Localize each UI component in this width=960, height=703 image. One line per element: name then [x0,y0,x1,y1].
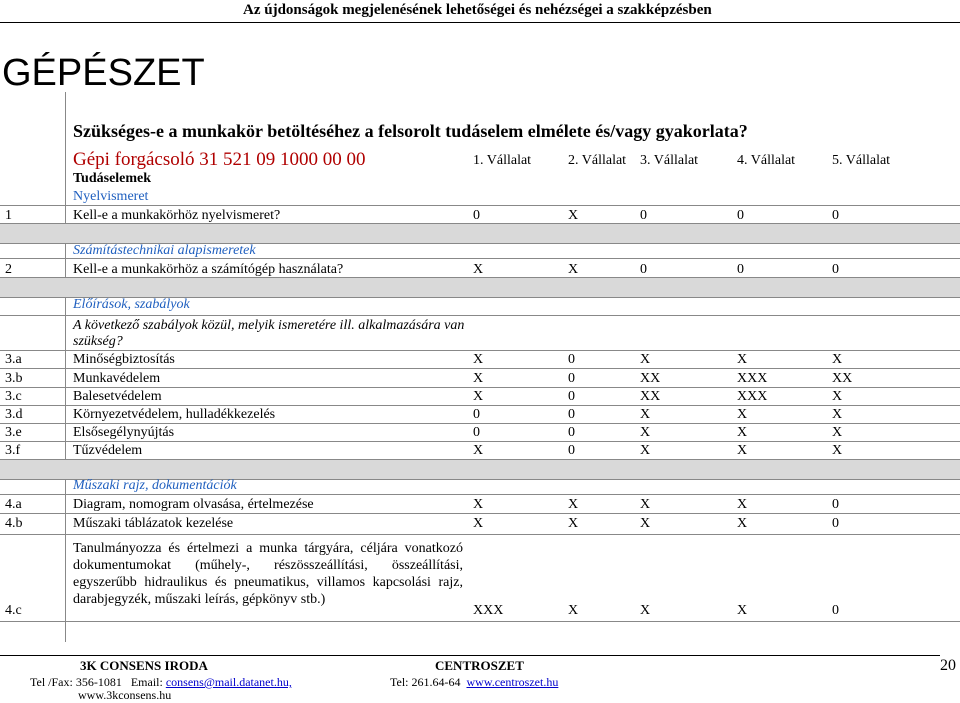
cell-value: X [640,603,651,618]
row-number: 3.a [5,352,22,367]
cell-value: 0 [568,407,575,422]
row-label: Elsősegélynyújtás [73,425,175,440]
cell-value: X [640,497,651,512]
section-it: Számítástechnikai alapismeretek [73,243,256,258]
cell-value: X [568,208,579,223]
question-heading: Szükséges-e a munkakör betöltéséhez a felsorolt tudáselem elmélete és/vagy gyakorlata? [73,121,748,141]
cell-value: X [832,352,843,367]
cell-value: X [832,389,843,404]
cell-value: 0 [832,208,839,223]
row-number: 4.b [5,516,23,531]
cell-value: 0 [568,389,575,404]
section-rules: Előírások, szabályok [73,297,190,312]
cell-value: X [640,516,651,531]
cell-value: X [473,389,484,404]
row-label: Tűzvédelem [73,443,143,458]
cell-value: 0 [832,603,839,618]
cell-value: 0 [473,425,480,440]
cell-value: 0 [832,497,839,512]
row-label: Környezetvédelem, hulladékkezelés [73,407,276,422]
row-label: Minőségbiztosítás [73,352,175,367]
cell-value: X [568,603,579,618]
cell-value: 0 [568,425,575,440]
cell-value: XXX [737,389,768,404]
row-number: 4.a [5,497,22,512]
cell-value: X [737,443,748,458]
cell-value: X [832,443,843,458]
table-left-border [65,92,66,642]
row-label: Kell-e a munkakörhöz a számítógép használata? [73,262,344,277]
row-label: Műszaki táblázatok kezelése [73,516,234,531]
cell-value: X [640,425,651,440]
row-label: Munkavédelem [73,371,161,386]
cell-value: XX [640,371,661,386]
cell-value: X [473,443,484,458]
cell-value: X [568,516,579,531]
footer-left-title: 3K CONSENS IRODA [80,658,208,673]
separator-row [0,277,960,298]
cell-value: X [737,352,748,367]
column-header-1: 1. Vállalat [473,153,532,168]
cell-value: X [832,407,843,422]
column-header-4: 4. Vállalat [737,153,796,168]
cell-value: 0 [737,208,744,223]
knowledge-elements-label: Tudáselemek [73,171,152,186]
footer-left-email[interactable]: consens@mail.datanet.hu, [165,675,292,689]
row-number: 1 [5,208,12,223]
cell-value: 0 [473,407,480,422]
row-label: Diagram, nomogram olvasása, értelmezése [73,497,314,512]
section-language: Nyelvismeret [73,189,149,204]
cell-value: XXX [737,371,768,386]
cell-value: X [473,371,484,386]
cell-value: XX [832,371,853,386]
cell-value: X [832,425,843,440]
column-header-5: 5. Vállalat [832,153,891,168]
occupation-title: Gépi forgácsoló 31 521 09 1000 00 00 [73,149,366,170]
cell-value: X [568,497,579,512]
footer-right-title: CENTROSZET [435,658,524,673]
column-header-2: 2. Vállalat [568,153,627,168]
row-number: 4.c [5,603,22,618]
cell-value: X [737,425,748,440]
footer-right-contact [390,675,558,690]
row-number: 3.c [5,389,22,404]
footer-left-tel: Tel /Fax: 356-1081 [30,675,122,689]
row-number: 3.b [5,371,23,386]
row-number: 2 [5,262,12,277]
cell-value: 0 [568,443,575,458]
cell-value: 0 [832,516,839,531]
cell-value: X [737,407,748,422]
cell-value: X [640,443,651,458]
cell-value: X [737,516,748,531]
cell-value: X [568,262,579,277]
footer-email-label: Email: [130,675,163,689]
cell-value: XX [640,389,661,404]
cell-value: X [473,516,484,531]
column-header-3: 3. Vállalat [640,153,699,168]
row-number: 3.d [5,407,23,422]
cell-value: 0 [568,352,575,367]
rules-intro: A következő szabályok közül, melyik ismeretére ill. alkalmazására van [73,318,465,333]
cell-value: X [640,407,651,422]
page-title: GÉPÉSZET [2,52,205,94]
page-number: 20 [940,657,956,674]
section-drawing: Műszaki rajz, dokumentációk [73,478,237,493]
row-label: Balesetvédelem [73,389,162,404]
cell-value: X [737,603,748,618]
cell-value: X [473,497,484,512]
cell-value: 0 [473,208,480,223]
header-title: Az újdonságok megjelenésének lehetőségei és nehézségei a szakképzésben [243,2,712,18]
footer-right-tel: Tel: 261.64-64 [390,675,461,689]
cell-value: X [473,262,484,277]
cell-value: 0 [737,262,744,277]
footer-right-web[interactable]: www.centroszet.hu [466,675,559,689]
separator-row [0,223,960,244]
row-label: Tanulmányozza és értelmezi a munka tárgyára, céljára vonatkozó dokumentumokat (műhely-, részösszeállítási, összeállítási, egyszerűbb hidraulikus és pneumatikus, villamos kapcsolási rajz, darabjegyzék, műszaki leírás, gépkönyv stb.) [73,541,463,607]
cell-value: X [640,352,651,367]
row-number: 3.f [5,443,21,458]
row-number: 3.e [5,425,22,440]
cell-value: 0 [640,262,647,277]
cell-value: X [737,497,748,512]
cell-value: 0 [640,208,647,223]
cell-value: XXX [473,603,504,618]
separator-row [0,459,960,480]
row-label: Kell-e a munkakörhöz nyelvismeret? [73,208,281,223]
header-divider [0,22,960,23]
cell-value: 0 [568,371,575,386]
cell-value: X [473,352,484,367]
rules-intro-2: szükség? [73,334,123,349]
footer-left-web[interactable]: www.3kconsens.hu [78,688,172,702]
cell-value: 0 [832,262,839,277]
